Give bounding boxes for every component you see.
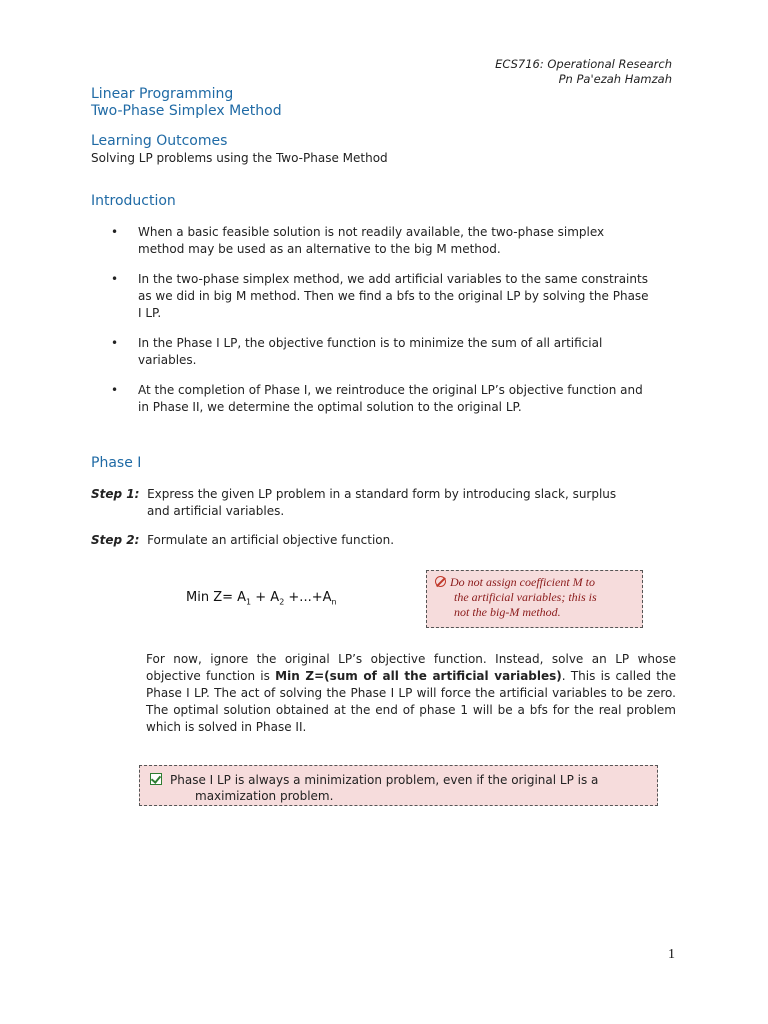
bullet-text: When a basic feasible solution is not readily available, the two-phase simplex method may be used as an alternative to the big M method. (138, 225, 605, 256)
step-2-text: Formulate an artificial objective function. (147, 533, 395, 547)
formula-subscript: 1 (246, 597, 252, 607)
bullet-text: In the Phase I LP, the objective function is to minimize the sum of all artificial variables. (138, 336, 603, 367)
prohibited-icon (435, 576, 446, 587)
note-line-2: maximization problem. (195, 789, 334, 803)
warning-callout (426, 570, 643, 628)
artificial-objective-formula (186, 590, 337, 607)
title-line-2: Two-Phase Simplex Method (91, 103, 282, 119)
checkbox-icon (150, 773, 162, 785)
phase-1-heading: Phase I (91, 455, 142, 471)
formula-term: + A (251, 590, 280, 605)
list-item (108, 224, 653, 258)
note-callout (139, 765, 658, 806)
note-line-1: Phase I LP is always a minimization problem, even if the original LP is a (170, 773, 599, 787)
list-item (108, 335, 653, 369)
bullet-icon: • (111, 272, 119, 286)
learning-outcomes-text: Solving LP problems using the Two-Phase Method (91, 151, 388, 165)
list-item (108, 382, 653, 416)
formula-lhs: Min Z= A (186, 590, 247, 605)
title-line-1: Linear Programming (91, 86, 234, 102)
bullet-icon: • (111, 225, 119, 239)
step-1-label: Step 1: (91, 487, 140, 501)
course-code: ECS716: Operational Research (495, 57, 672, 71)
step-1-text: Express the given LP problem in a standard form by introducing slack, surplus (147, 487, 617, 501)
bullet-icon: • (111, 383, 119, 397)
page-number: 1 (668, 947, 675, 962)
step-2 (91, 532, 671, 549)
bullet-icon: • (111, 336, 119, 350)
step-2-label: Step 2: (91, 533, 140, 547)
paragraph-text: For now, ignore the original LP’s objective function. Instead, solve an LP whose objective function is (146, 652, 676, 683)
formula-subscript: n (331, 597, 337, 607)
list-item (108, 271, 653, 322)
step-1-continuation: and artificial variables. (147, 504, 285, 518)
document-title (91, 86, 282, 120)
bullet-text: In the two-phase simplex method, we add artificial variables to the same constraints as we did in big M method. Then we find a bfs to the original LP by solving the Phase I LP. (138, 272, 649, 320)
phase-1-explanation (146, 651, 676, 736)
page-header (495, 57, 672, 87)
introduction-bullet-list (108, 224, 653, 429)
warning-line-2: the artificial variables; this is (454, 590, 597, 604)
paragraph-bold-text: Min Z=(sum of all the artificial variables) (275, 669, 562, 683)
warning-line-3: not the big-M method. (454, 605, 561, 619)
introduction-heading: Introduction (91, 193, 176, 209)
formula-term: +...+A (284, 590, 332, 605)
paragraph-text: . This is called the Phase I LP. The act of solving the Phase I LP will force the artificial variables to be zero. The optimal solution obtained at the end of phase 1 will be a bfs for the real problem which is solved in Phase II. (146, 669, 677, 734)
step-1 (91, 486, 671, 520)
learning-outcomes-heading: Learning Outcomes (91, 133, 228, 149)
author-name: Pn Pa'ezah Hamzah (558, 72, 672, 86)
bullet-text: At the completion of Phase I, we reintroduce the original LP’s objective function and in Phase II, we determine the optimal solution to the original LP. (138, 383, 643, 414)
warning-line-1: Do not assign coefficient M to (450, 575, 595, 589)
formula-subscript: 2 (279, 597, 285, 607)
